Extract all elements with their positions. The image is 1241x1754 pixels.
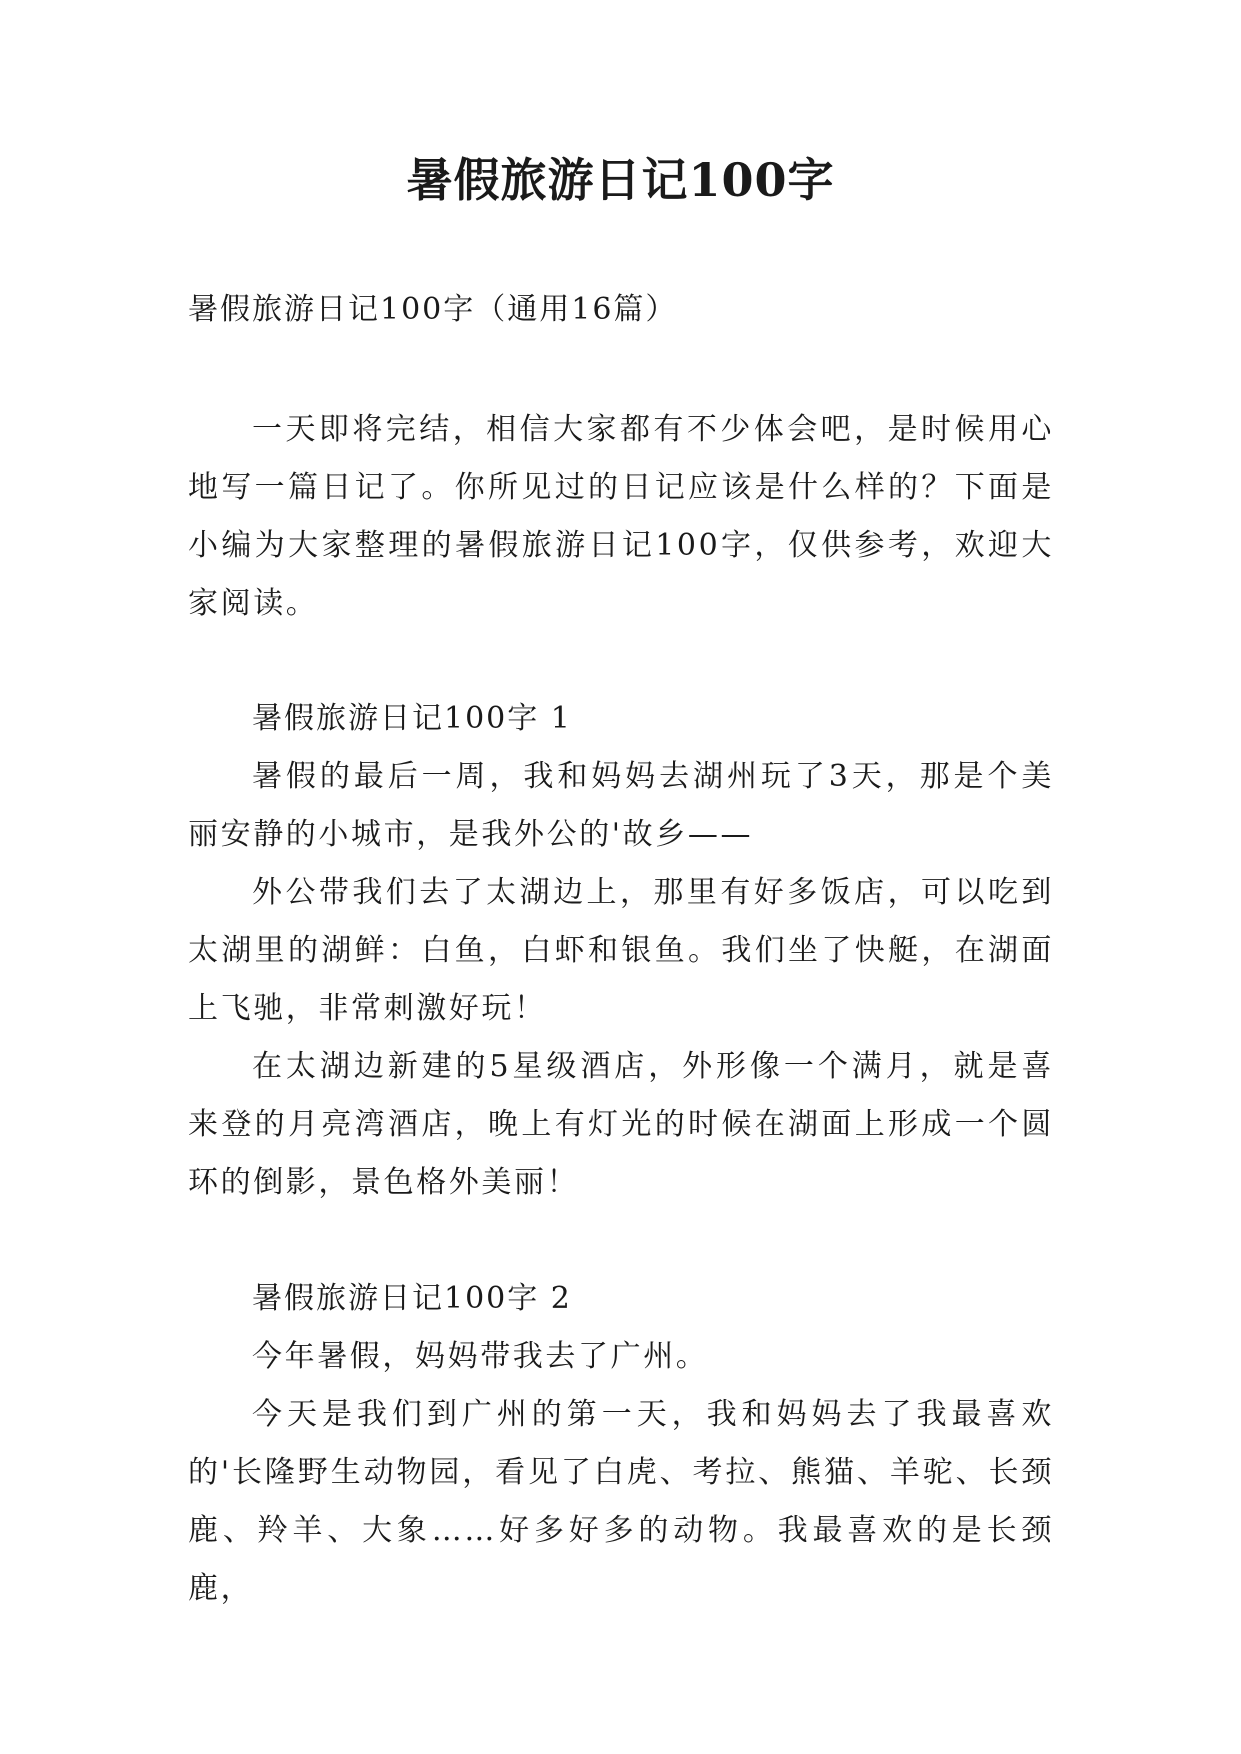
intro-paragraph: 一天即将完结，相信大家都有不少体会吧，是时候用心地写一篇日记了。你所见过的日记应该是什么样的？下面是小编为大家整理的暑假旅游日记100字，仅供参考，欢迎大家阅读。: [188, 412, 1054, 621]
document-title: 暑假旅游日记100字: [406, 153, 835, 207]
diary-section-2: [188, 1270, 1054, 1618]
section-paragraph: 在太湖边新建的5星级酒店，外形像一个满月，就是喜来登的月亮湾酒店，晚上有灯光的时候在湖面上形成一个圆环的倒影，景色格外美丽！: [188, 1049, 1054, 1200]
section-heading: 暑假旅游日记100字 1: [252, 701, 572, 736]
diary-section-1: [188, 690, 1054, 1212]
document-subtitle: 暑假旅游日记100字（通用16篇）: [188, 292, 678, 327]
section-paragraph: 暑假的最后一周，我和妈妈去湖州玩了3天，那是个美丽安静的小城市，是我外公的'故乡——: [188, 759, 1054, 852]
intro-block: [188, 401, 1054, 633]
section-paragraph: 今天是我们到广州的第一天，我和妈妈去了我最喜欢的'长隆野生动物园，看见了白虎、考拉、熊猫、羊驼、长颈鹿、羚羊、大象……好多好多的动物。我最喜欢的是长颈鹿，: [188, 1397, 1054, 1606]
section-heading: 暑假旅游日记100字 2: [252, 1281, 572, 1316]
section-paragraph: 外公带我们去了太湖边上，那里有好多饭店，可以吃到太湖里的湖鲜：白鱼，白虾和银鱼。我们坐了快艇，在湖面上飞驰，非常刺激好玩！: [188, 875, 1054, 1026]
section-paragraph: 今年暑假，妈妈带我去了广州。: [252, 1339, 709, 1374]
